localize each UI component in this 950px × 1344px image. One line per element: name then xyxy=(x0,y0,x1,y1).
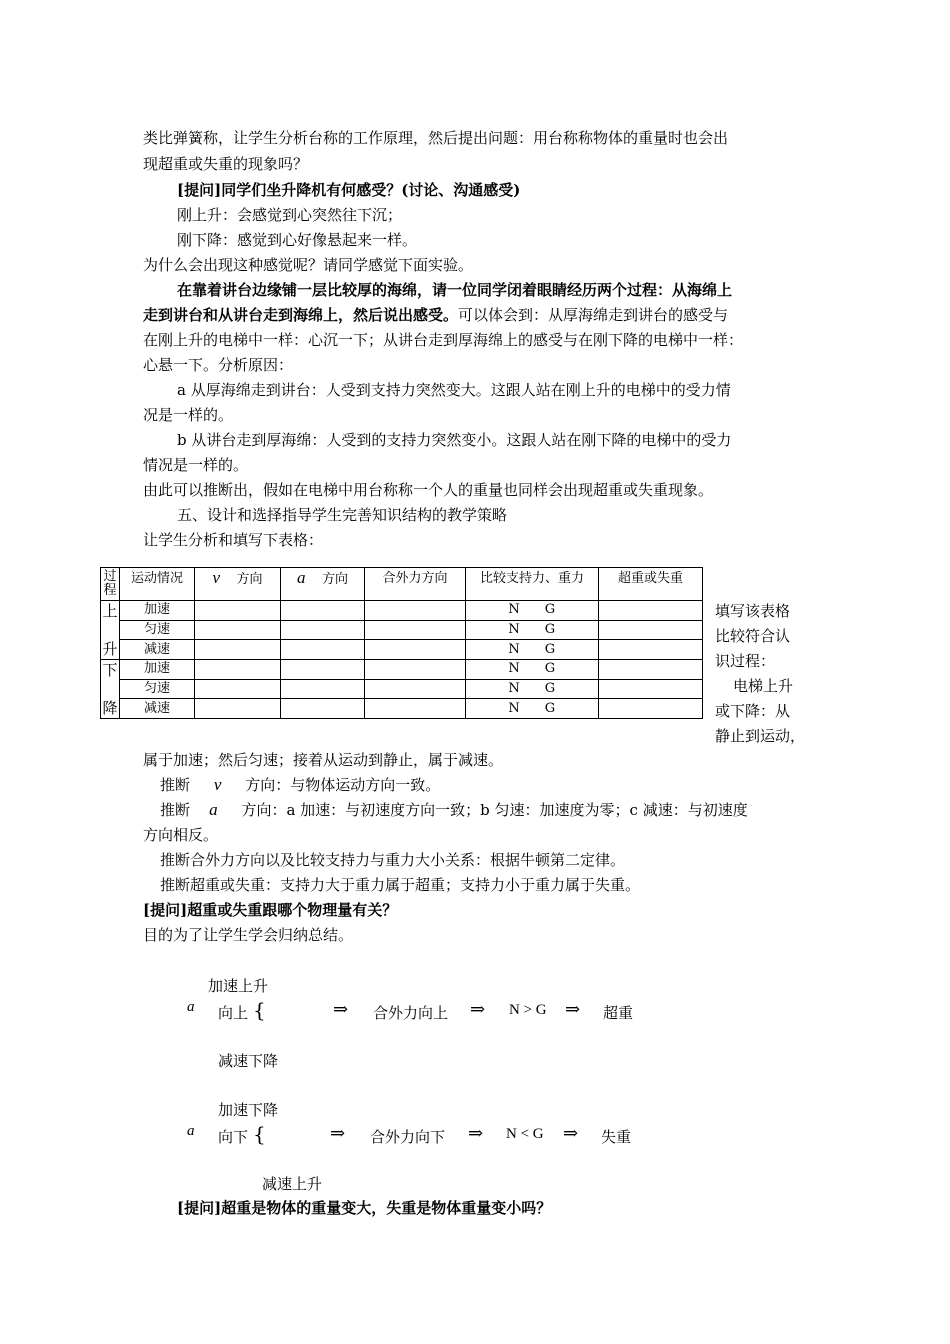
table-row xyxy=(101,660,703,680)
acceleration-symbol: a xyxy=(187,999,195,1015)
empty-cell[interactable] xyxy=(281,640,365,660)
table-header-row xyxy=(101,568,703,601)
empty-cell[interactable] xyxy=(599,660,703,680)
side-note-line: 识过程： xyxy=(715,652,776,670)
header-result: 超重或失重 xyxy=(599,568,703,601)
experiment-line: 在靠着讲台边缘铺一层比较厚的海绵，请一位同学闭着眼睛经历两个过程：从海绵上 xyxy=(177,281,733,299)
acceleration-symbol: a xyxy=(296,568,306,587)
question-heading: [提问]超重是物体的重量变大，失重是物体重量变小吗？ xyxy=(177,1199,552,1217)
empty-cell[interactable] xyxy=(281,699,365,719)
paragraph-line: 推断合外力方向以及比较支持力与重力大小关系：根据牛顿第二定律。 xyxy=(160,851,626,869)
side-note-line: 电梯上升 xyxy=(733,677,794,695)
g-label: G xyxy=(544,641,556,657)
paragraph-line xyxy=(160,775,440,795)
paragraph-line: a 从厚海绵走到讲台：人受到支持力突然变大。这跟人站在刚上升的电梯中的受力情 xyxy=(177,381,731,399)
empty-cell[interactable] xyxy=(365,601,466,621)
implies-arrow-icon: ⇒ xyxy=(563,1123,579,1144)
table-row xyxy=(101,699,703,719)
side-note-line: 静止到运动， xyxy=(715,727,806,745)
empty-cell[interactable] xyxy=(365,660,466,680)
paragraph-line: 属于加速；然后匀速；接着从运动到静止，属于减速。 xyxy=(143,751,504,769)
empty-cell[interactable] xyxy=(365,640,466,660)
table-row xyxy=(101,640,703,660)
velocity-direction-label: 方向 xyxy=(236,572,263,587)
header-motion: 运动情况 xyxy=(120,568,195,601)
diagram-result: 失重 xyxy=(601,1128,632,1146)
paragraph-line: 刚下降：感觉到心好像悬起来一样。 xyxy=(177,231,418,249)
empty-cell[interactable] xyxy=(599,620,703,640)
motion-cell: 减速 xyxy=(120,699,195,719)
empty-cell[interactable] xyxy=(195,699,281,719)
diagram-case: 加速下降 xyxy=(218,1101,279,1119)
experiment-normal: 可以体会到：从厚海绵走到讲台的感受与 xyxy=(458,306,729,324)
empty-cell[interactable] xyxy=(281,660,365,680)
paragraph-line: 让学生分析和填写下表格： xyxy=(143,531,324,549)
side-note-line: 比较符合认 xyxy=(715,627,791,645)
experiment-bold: 走到讲台和从讲台走到海绵上，然后说出感受。 xyxy=(143,306,459,324)
implies-arrow-icon: ⇒ xyxy=(330,1123,346,1144)
group-char xyxy=(101,621,119,639)
paragraph-line: 况是一样的。 xyxy=(143,406,234,424)
empty-cell[interactable] xyxy=(365,679,466,699)
diagram-direction: 向下 xyxy=(218,1128,249,1146)
empty-cell[interactable] xyxy=(599,601,703,621)
empty-cell[interactable] xyxy=(281,620,365,640)
implies-arrow-icon: ⇒ xyxy=(470,999,486,1020)
g-label: G xyxy=(544,621,556,637)
infer-label: 推断 xyxy=(160,776,191,794)
compare-cell xyxy=(466,640,599,660)
group-up xyxy=(101,601,120,660)
compare-cell xyxy=(466,699,599,719)
n-label: N xyxy=(508,621,520,637)
paragraph-line: 在刚上升的电梯中一样：心沉一下；从讲台走到厚海绵上的感受与在刚下降的电梯中一样： xyxy=(143,331,744,349)
diagram-force: 合外力向下 xyxy=(370,1128,446,1146)
diagram-compare: N < G xyxy=(506,1126,544,1142)
empty-cell[interactable] xyxy=(195,660,281,680)
diagram-case: 减速下降 xyxy=(218,1052,279,1070)
g-label: G xyxy=(544,700,556,716)
empty-cell[interactable] xyxy=(195,620,281,640)
header-compare: 比较支持力、重力 xyxy=(466,568,599,601)
g-label: G xyxy=(544,661,556,677)
header-velocity-direction xyxy=(195,568,281,601)
brace-icon: { xyxy=(253,998,266,1022)
paragraph-line: 推断超重或失重：支持力大于重力属于超重；支持力小于重力属于失重。 xyxy=(160,876,641,894)
header-process: 过程 xyxy=(101,568,120,601)
header-net-force: 合外力方向 xyxy=(365,568,466,601)
diagram-case: 加速上升 xyxy=(208,977,269,995)
side-note-line: 填写该表格 xyxy=(715,602,791,620)
acceleration-symbol: a xyxy=(209,800,218,819)
empty-cell[interactable] xyxy=(281,679,365,699)
empty-cell[interactable] xyxy=(365,699,466,719)
paragraph-line: 为什么会出现这种感觉呢？请同学感觉下面实验。 xyxy=(143,256,474,274)
brace-icon: { xyxy=(253,1122,266,1146)
group-char: 上 xyxy=(102,602,118,620)
empty-cell[interactable] xyxy=(195,679,281,699)
group-char xyxy=(101,680,119,698)
table-row xyxy=(101,601,703,621)
diagram-force: 合外力向上 xyxy=(373,1004,449,1022)
compare-cell xyxy=(466,620,599,640)
group-char: 升 xyxy=(102,640,118,658)
compare-cell xyxy=(466,679,599,699)
motion-cell: 加速 xyxy=(120,601,195,621)
diagram-compare: N > G xyxy=(509,1002,547,1018)
question-heading: [提问]同学们坐升降机有何感受？(讨论、沟通感受) xyxy=(177,181,521,199)
infer-label: 推断 xyxy=(160,801,191,819)
motion-cell: 减速 xyxy=(120,640,195,660)
g-label: G xyxy=(544,680,556,696)
group-char: 下 xyxy=(102,661,118,679)
infer-text: 方向：a 加速：与初速度方向一致；b 匀速：加速度为零；c 减速：与初速度 xyxy=(241,801,748,819)
g-label: G xyxy=(544,602,556,618)
paragraph-line xyxy=(160,800,748,820)
compare-cell xyxy=(466,660,599,680)
question-heading: [提问]超重或失重跟哪个物理量有关？ xyxy=(143,901,398,919)
empty-cell[interactable] xyxy=(195,640,281,660)
velocity-symbol: v xyxy=(212,568,220,587)
diagram-case: 减速上升 xyxy=(262,1175,323,1193)
paragraph-line: 情况是一样的。 xyxy=(143,456,249,474)
empty-cell[interactable] xyxy=(599,699,703,719)
empty-cell[interactable] xyxy=(281,601,365,621)
implies-arrow-icon: ⇒ xyxy=(468,1123,484,1144)
diagram-direction: 向上 xyxy=(218,1004,249,1022)
paragraph-line: 类比弹簧称，让学生分析台称的工作原理，然后提出问题：用台称称物体的重量时也会出 xyxy=(143,129,729,147)
diagram-result: 超重 xyxy=(603,1004,634,1022)
paragraph-line: 现超重或失重的现象吗？ xyxy=(143,155,309,173)
paragraph-line: 方向相反。 xyxy=(143,826,219,844)
implies-arrow-icon: ⇒ xyxy=(565,999,581,1020)
n-label: N xyxy=(508,602,520,618)
table-row xyxy=(101,679,703,699)
side-note-line: 或下降：从 xyxy=(715,702,791,720)
paragraph-line: b 从讲台走到厚海绵：人受到的支持力突然变小。这跟人站在刚下降的电梯中的受力 xyxy=(177,431,732,449)
table-row xyxy=(101,620,703,640)
n-label: N xyxy=(508,661,520,677)
paragraph-line: 由此可以推断出，假如在电梯中用台称称一个人的重量也同样会出现超重或失重现象。 xyxy=(143,481,714,499)
n-label: N xyxy=(508,641,520,657)
section-heading: 五、设计和选择指导学生完善知识结构的教学策略 xyxy=(177,506,508,524)
paragraph-line: 心悬一下。分析原因： xyxy=(143,356,294,374)
experiment-line xyxy=(143,305,728,325)
acceleration-symbol: a xyxy=(187,1123,195,1139)
compare-cell xyxy=(466,601,599,621)
empty-cell[interactable] xyxy=(599,679,703,699)
motion-cell: 加速 xyxy=(120,660,195,680)
empty-cell[interactable] xyxy=(195,601,281,621)
group-char: 降 xyxy=(102,699,118,717)
motion-cell: 匀速 xyxy=(120,679,195,699)
empty-cell[interactable] xyxy=(599,640,703,660)
group-down xyxy=(101,660,120,719)
n-label: N xyxy=(508,700,520,716)
header-acceleration-direction xyxy=(281,568,365,601)
infer-text: 方向：与物体运动方向一致。 xyxy=(245,776,441,794)
paragraph-line: 刚上升：会感觉到心突然往下沉； xyxy=(177,206,403,224)
acceleration-direction-label: 方向 xyxy=(322,572,349,587)
empty-cell[interactable] xyxy=(365,620,466,640)
implies-arrow-icon: ⇒ xyxy=(333,999,349,1020)
motion-cell: 匀速 xyxy=(120,620,195,640)
analysis-table xyxy=(100,567,703,719)
n-label: N xyxy=(508,680,520,696)
paragraph-line: 目的为了让学生学会归纳总结。 xyxy=(143,926,354,944)
velocity-symbol: v xyxy=(213,775,222,794)
